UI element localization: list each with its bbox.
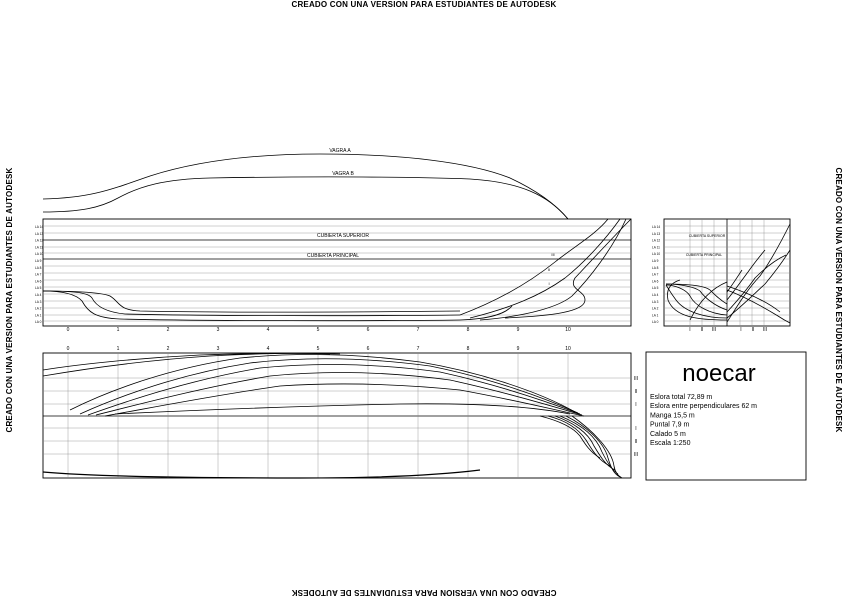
waterline-label: LA 2 [35,306,42,311]
vagra-a-curve [43,154,568,219]
body-plan-buttock-label-right: II [751,327,755,333]
half-breadth-lower-label: I [635,426,637,432]
waterline-label: LA 9 [35,259,42,263]
profile-station-label: 4 [266,327,270,333]
waterline-label: LA 0 [35,320,42,325]
body-plan-waterline-label: LA 4 [652,293,659,297]
profile-buttock-label: II [547,267,551,272]
body-plan-waterline-label: LA 8 [652,265,659,270]
body-plan-waterline-label: LA 9 [652,259,659,263]
half-breadth-lower-label: II [634,439,638,445]
vagra-a-label: VAGRA A [329,148,351,154]
bow-stem [505,219,631,318]
waterline-label: LA 3 [35,299,42,304]
body-plan-waterline-label: LA 5 [652,286,659,291]
title-block-specs [650,394,757,447]
body-plan-waterline-label: LA 10 [652,252,661,257]
watermark-left: CREADO CON UNA VERSION PARA ESTUDIANTES DE AUTODESK [5,167,14,433]
half-breadth-station-label: 6 [366,346,370,352]
profile-station-label: 8 [466,327,470,333]
spec-line: Escala 1:250 [650,440,691,447]
profile-station-label: 1 [116,327,120,333]
half-breadth-upper-label: I [635,402,637,408]
half-breadth-side-labels [634,376,638,458]
half-breadth-station-label: 1 [116,346,120,352]
profile-station-label: 0 [66,327,70,333]
body-plan-buttock-label-right: I [740,327,742,333]
bow-buttock-ii [470,219,620,318]
waterline-label: LA 6 [35,279,42,284]
half-breadth-station-label: 5 [316,346,320,352]
watermark-bottom: CREADO CON UNA VERSION PARA ESTUDIANTES DE AUTODESK [291,588,557,597]
profile-station-label: 5 [316,327,320,333]
half-breadth-upper-label: II [634,389,638,395]
body-plan-buttock-label-left: III [711,327,717,333]
body-plan-waterline-label: LA 6 [652,279,659,284]
body-plan-waterline-labels [652,225,660,324]
half-breadth-station-label: 0 [66,346,70,352]
half-breadth-lower-label: III [633,452,639,458]
body-plan-waterline-label: LA 13 [652,231,661,236]
body-plan-view [652,219,790,333]
body-plan-buttock-label-left: II [700,327,704,333]
body-plan-main-deck-label: CUBIERTA PRINCIPAL [685,253,723,257]
waterline-label: LA 7 [35,272,42,277]
body-plan-waterline-label: LA 3 [652,299,659,304]
spec-line: Manga 15,5 m [650,412,695,420]
company-name: noecar [682,360,756,387]
profile-station-label: 7 [416,327,420,333]
half-breadth-station-label: 2 [166,346,170,352]
bow-buttock-i [480,219,626,320]
waterline-label: LA 11 [35,245,43,250]
vagra-b-label: VAGRA B [332,171,354,177]
half-breadth-station-label: 8 [466,346,470,352]
waterline-label: LA 12 [35,238,44,243]
upper-deck-label: CUBIERTA SUPERIOR [316,233,370,239]
body-plan-upper-deck-label: CUBIERTA SUPERIOR [688,234,726,238]
half-breadth-station-label: 4 [266,346,270,352]
waterline-label: LA 10 [35,252,44,257]
profile-buttock-label: III [551,252,555,257]
body-plan-waterline-label: LA 11 [652,245,660,250]
half-breadth-station-labels [67,346,571,352]
profile-station-label: 6 [366,327,370,333]
waterline-label: LA 1 [35,313,42,318]
main-deck-label: CUBIERTA PRINCIPAL [307,253,359,259]
profile-waterline-labels [35,225,43,324]
half-breadth-station-label: 3 [216,346,220,352]
vagra-b-curve [43,177,568,219]
watermark-top: CREADO CON UNA VERSION PARA ESTUDIANTES DE AUTODESK [291,0,557,9]
body-plan-buttock-label-left: I [689,327,691,333]
body-plan-buttock-label-right: III [762,327,768,333]
spec-line: Puntal 7,9 m [650,421,690,429]
body-plan-waterline-label: LA 12 [652,238,661,243]
waterline-label: LA 5 [35,286,42,291]
body-plan-waterline-label: LA 1 [652,313,659,318]
profile-station-label: 3 [216,327,220,333]
profile-buttock-labels [548,252,555,286]
half-breadth-station-label: 10 [565,346,571,352]
body-plan-waterline-label: LA 14 [652,225,661,229]
watermark-right: CREADO CON UNA VERSION PARA ESTUDIANTES DE AUTODESK [834,167,843,433]
body-plan-waterline-label: LA 0 [652,320,659,325]
spec-line: Calado 5 m [650,430,686,438]
profile-station-label: 9 [516,327,520,333]
profile-station-label: 2 [166,327,170,333]
waterline-label: LA 4 [35,293,42,297]
waterline-label: LA 14 [35,225,44,229]
spec-line: Eslora total 72,89 m [650,394,713,401]
profile-station-label: 10 [565,327,571,333]
half-breadth-station-label: 7 [416,346,420,352]
half-breadth-grid [43,353,631,478]
half-breadth-view [43,346,638,478]
half-breadth-upper-label: III [633,376,639,382]
profile-view [35,148,631,333]
waterline-label: LA 13 [35,231,44,236]
profile-buttock-label: I [548,281,550,286]
body-plan-waterline-label: LA 2 [652,306,659,311]
half-breadth-frame [43,353,631,478]
spec-line: Eslora entre perpendiculares 62 m [650,403,758,411]
body-plan-waterline-label: LA 7 [652,272,659,277]
body-plan-buttock-labels [689,327,767,333]
half-breadth-station-label: 9 [516,346,520,352]
waterline-label: LA 8 [35,265,42,270]
profile-keel-line [43,291,512,321]
profile-station-labels [67,327,571,333]
